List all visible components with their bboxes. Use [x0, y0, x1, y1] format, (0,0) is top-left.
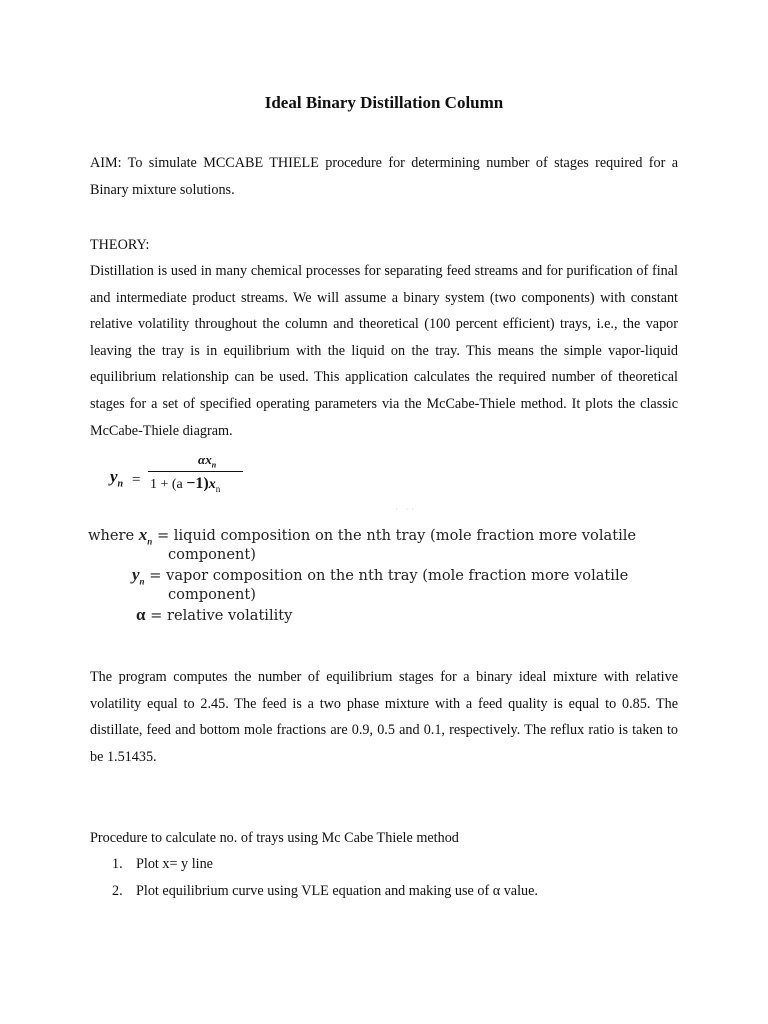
- program-paragraph: The program computes the number of equilibrium stages for a binary ideal mixture with relative volatility equal to 2.45. The feed is a two phase mixture with a feed quality is equal to 0.85. The distillate, feed and bottom mole fractions are 0.9, 0.5 and 0.1, respectively. The reflux ratio is taken to be 1.51435.: [90, 669, 678, 765]
- theory-heading: THEORY:: [90, 237, 150, 253]
- equation-equals: =: [132, 472, 141, 488]
- theory-paragraph: Distillation is used in many chemical processes for separating feed streams and for purification of final and intermediate product streams. We will assume a binary system (two components) with constant relative volatility throughout the column and theoretical (100 percent efficient) trays, i.e., the vapor leaving the tray is in equilibrium with the liquid on the tray. This means the simple vapor-liquid equilibrium relationship can be used. This application calculates the required number of theoretical stages for a set of specified operating parameters via the McCabe-Thiele method. It plots the classic McCabe-Thiele diagram.: [90, 263, 678, 439]
- list-item: 1. Plot x= y line: [112, 856, 213, 872]
- fraction-bar: [148, 471, 243, 472]
- list-item: 2. Plot equilibrium curve using VLE equation and making use of α value.: [112, 882, 538, 899]
- equation-lhs: $y_n$: [110, 467, 124, 490]
- definition-y-continued: component): [168, 586, 256, 603]
- equation-denominator: $1 + (a -1)x_n$: [150, 475, 221, 494]
- page-title: Ideal Binary Distillation Column: [264, 93, 504, 112]
- definition-y: $y_n$ = vapor composition on the nth tray (mole fraction more volatile: [132, 565, 629, 587]
- vle-equation: [108, 452, 248, 502]
- definition-x: where $x_n$ = liquid composition on the nth tray (mole fraction more volatile: [88, 525, 637, 547]
- aim-paragraph: AIM: To simulate MCCABE THIELE procedure for determining number of stages required for a Binary mixture solutions.: [90, 155, 678, 198]
- equation-numerator: $\alpha x_n$: [198, 452, 217, 470]
- faint-marks: ˙ ˙˙: [395, 507, 417, 516]
- procedure-heading: Procedure to calculate no. of trays using Mc Cabe Thiele method: [90, 830, 459, 846]
- definition-alpha: α = relative volatility: [136, 605, 293, 624]
- procedure-list: [112, 851, 538, 904]
- definition-x-continued: component): [168, 546, 256, 563]
